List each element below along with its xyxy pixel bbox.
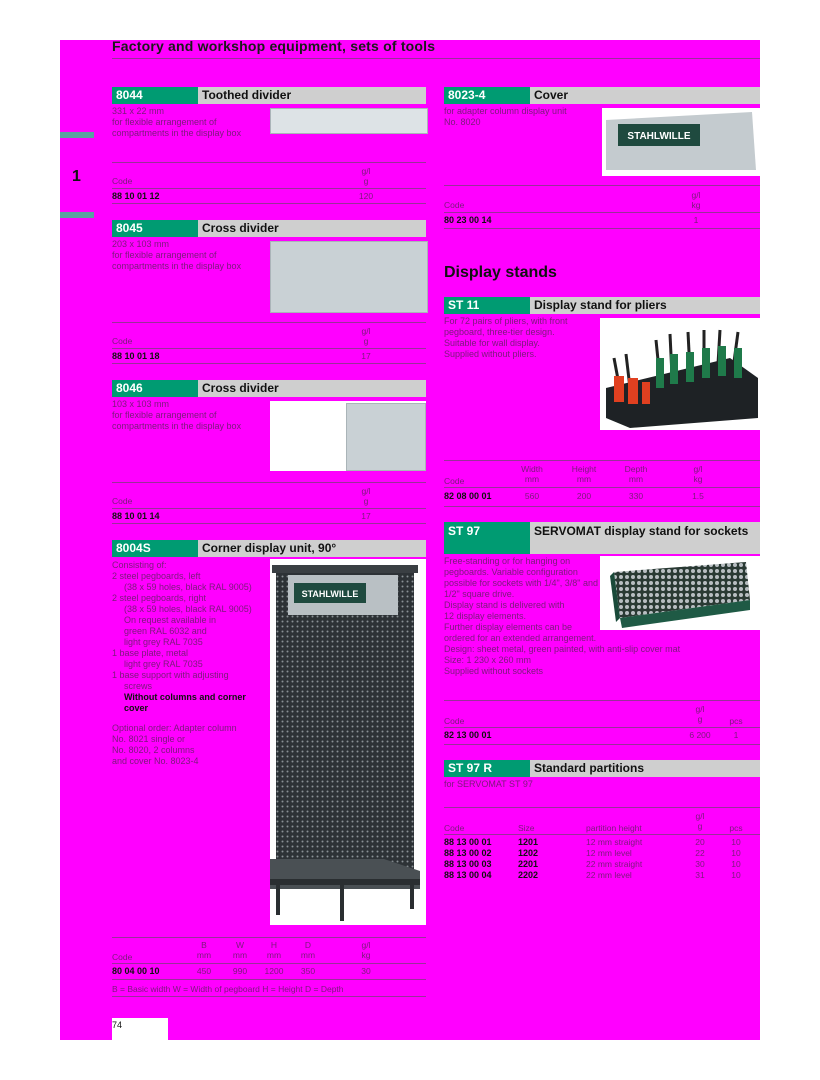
row-weight: 22: [695, 848, 705, 858]
spec-table-header: [112, 940, 426, 962]
spec-table-row: [112, 966, 426, 978]
col-weight-unit: g: [363, 176, 369, 186]
desc-line: ordered for an extended arrangement.: [444, 633, 597, 643]
col-unit: kg: [693, 474, 703, 484]
desc-line: No. 8020: [444, 117, 481, 127]
col-weight-unit: g: [363, 496, 369, 506]
row-b: 450: [196, 966, 212, 976]
col-weight: [356, 486, 376, 506]
servomat-stand-image: [600, 556, 760, 630]
product-header-8023-4: [444, 87, 760, 104]
table-rule: [112, 162, 426, 163]
row-width: 560: [524, 491, 540, 501]
toothed-divider-image: [270, 108, 428, 134]
desc-line: Further display elements can be: [444, 622, 573, 632]
col-label: g/l: [361, 940, 371, 950]
col-code: Code: [444, 476, 465, 486]
col-unit: mm: [524, 474, 540, 484]
table-rule: [112, 363, 426, 364]
row-size: 2202: [518, 870, 539, 880]
spec-table-header: [444, 464, 760, 486]
desc-line: 1 base support with adjusting: [112, 670, 229, 680]
desc-line: 103 x 103 mm: [112, 399, 170, 409]
desc-line: 1 base plate, metal: [112, 648, 189, 658]
desc-line: screws: [124, 681, 153, 691]
col-pcs: pcs: [729, 716, 743, 726]
row-partition-height: 12 mm straight: [586, 837, 643, 847]
product-code: 8045: [112, 220, 198, 237]
row-pcs: 10: [731, 837, 741, 847]
table-rule: [444, 228, 760, 229]
partitions-table-body: [444, 837, 760, 881]
table-rule: [444, 807, 760, 808]
product-description: [112, 560, 262, 767]
product-code: 8044: [112, 87, 198, 104]
col-code: Code: [112, 496, 133, 506]
row-code: 88 13 00 03: [444, 859, 492, 869]
pliers-stand-image: [600, 318, 760, 430]
col-code: Code: [444, 716, 465, 726]
header-rule: [112, 58, 760, 59]
cover-image: [602, 108, 760, 176]
col-partition-height: partition height: [586, 823, 642, 833]
product-code: ST 97: [444, 522, 530, 554]
col-weight: [354, 940, 378, 960]
product-code: ST 11: [444, 297, 530, 314]
row-code: 88 10 01 14: [112, 511, 160, 521]
side-tab-marker: [60, 212, 94, 218]
col-code: Code: [112, 336, 133, 346]
row-d: 350: [300, 966, 316, 976]
product-header-8004S: [112, 540, 426, 557]
col-label: Depth: [624, 464, 648, 474]
col-b: [192, 940, 216, 960]
table-rule: [444, 185, 760, 186]
footnote: B = Basic width W = Width of pegboard H = Height D = Depth: [112, 984, 344, 994]
desc-line: For 72 pairs of pliers, with front: [444, 316, 568, 326]
col-label: g/l: [695, 704, 705, 714]
page-title: Factory and workshop equipment, sets of tools: [112, 38, 436, 54]
row-code: 80 23 00 14: [444, 215, 492, 225]
row-weight: 31: [695, 870, 705, 880]
desc-bold-line: Without columns and corner: [124, 692, 246, 702]
row-height: 200: [576, 491, 592, 501]
product-name: Display stand for pliers: [530, 297, 760, 314]
cover-illustration: [602, 108, 760, 176]
row-pcs: 1: [733, 730, 739, 740]
col-unit: mm: [628, 474, 644, 484]
col-label: g/l: [693, 464, 703, 474]
table-rule: [444, 487, 760, 488]
table-rule: [444, 834, 760, 835]
table-rule: [112, 322, 426, 323]
col-code: Code: [112, 176, 133, 186]
col-code: Code: [112, 952, 133, 962]
desc-line: 2 steel pegboards, left: [112, 571, 201, 581]
desc-line: compartments in the display box: [112, 421, 242, 431]
logo-text: STAHLWILLE: [301, 589, 359, 599]
desc-line: 12 display elements.: [444, 611, 527, 621]
product-name: SERVOMAT display stand for sockets: [530, 522, 760, 554]
desc-line: 1/2" square drive.: [444, 589, 515, 599]
product-image-frame: [270, 401, 426, 471]
table-rule: [112, 203, 426, 204]
desc-line: green RAL 6032 and: [124, 626, 207, 636]
col-weight: [356, 326, 376, 346]
row-weight: 30: [361, 966, 371, 976]
row-pcs: 10: [731, 870, 741, 880]
table-rule: [112, 963, 426, 964]
table-row: [444, 859, 760, 870]
col-weight: [356, 166, 376, 186]
col-weight-label: g/l: [361, 166, 371, 176]
footer-page-box: [112, 1018, 168, 1040]
desc-line: and cover No. 8023-4: [112, 756, 199, 766]
desc-line: for flexible arrangement of: [112, 117, 217, 127]
spec-table-row: [444, 491, 760, 503]
spec-table-header: [444, 704, 760, 726]
desc-line: Design: sheet metal, green painted, with anti-slip cover mat: [444, 644, 681, 654]
desc-line: On request available in: [124, 615, 217, 625]
desc-line: pegboards. Variable configuration: [444, 567, 578, 577]
col-label: g/l: [695, 811, 705, 821]
col-code: Code: [444, 200, 465, 210]
row-code: 88 13 00 01: [444, 837, 492, 847]
col-size: Size: [518, 823, 535, 833]
col-unit: g: [697, 821, 703, 831]
table-rule: [444, 212, 760, 213]
col-label: H: [270, 940, 278, 950]
desc-line: 203 x 103 mm: [112, 239, 170, 249]
col-weight: [686, 464, 710, 484]
row-weight: 30: [695, 859, 705, 869]
desc-line: for adapter column display unit: [444, 106, 567, 116]
col-d: [296, 940, 320, 960]
row-code: 88 13 00 02: [444, 848, 492, 858]
col-height: [566, 464, 602, 484]
desc-line: Display stand is delivered with: [444, 600, 565, 610]
product-description: [444, 106, 567, 128]
product-code: 8023-4: [444, 87, 530, 104]
product-header-8045: [112, 220, 426, 237]
table-rule: [112, 508, 426, 509]
row-weight: 1.5: [692, 491, 704, 501]
row-size: 1202: [518, 848, 539, 858]
table-row: [444, 870, 760, 881]
table-row: [444, 848, 760, 859]
desc-line: possible for sockets with 1/4", 3/8" and: [444, 578, 598, 588]
col-weight-label: g/l: [691, 190, 701, 200]
desc-line: No. 8021 single or: [112, 734, 186, 744]
desc-line: 2 steel pegboards, right: [112, 593, 207, 603]
col-unit: mm: [300, 950, 316, 960]
catalog-page: [60, 40, 760, 1040]
product-description: [444, 316, 568, 360]
section-title-display-stands: Display stands: [444, 264, 557, 281]
desc-line: No. 8020, 2 columns: [112, 745, 195, 755]
desc-line: Supplied without sockets: [444, 666, 544, 676]
col-unit: mm: [196, 950, 212, 960]
desc-line: Size: 1 230 x 260 mm: [444, 655, 532, 665]
col-w: [228, 940, 252, 960]
col-h: [262, 940, 286, 960]
row-pcs: 10: [731, 859, 741, 869]
col-label: Height: [571, 464, 597, 474]
row-code: 88 13 00 04: [444, 870, 492, 880]
table-rule: [444, 700, 760, 701]
desc-line: pegboard, three-tier design.: [444, 327, 555, 337]
product-header-ST97: [444, 522, 760, 554]
product-header-ST97R: [444, 760, 760, 777]
product-name: Corner display unit, 90°: [198, 540, 426, 557]
corner-display-illustration: [270, 559, 426, 925]
col-weight: [688, 704, 712, 724]
table-rule: [444, 506, 760, 507]
col-weight: [688, 811, 712, 831]
product-name: Standard partitions: [530, 760, 760, 777]
table-rule: [112, 937, 426, 938]
row-weight: 120: [358, 191, 374, 201]
product-name: Cover: [530, 87, 760, 104]
row-weight: 20: [695, 837, 705, 847]
product-code: 8046: [112, 380, 198, 397]
col-label: W: [235, 940, 245, 950]
row-size: 1201: [518, 837, 539, 847]
product-header-8044: [112, 87, 426, 104]
chapter-number: 1: [72, 168, 81, 185]
product-description: [112, 106, 241, 139]
col-label: Width: [521, 464, 543, 474]
table-rule: [112, 523, 426, 524]
row-pcs: 10: [731, 848, 741, 858]
col-unit: mm: [266, 950, 282, 960]
row-partition-height: 12 mm level: [586, 848, 632, 858]
product-description: for SERVOMAT ST 97: [444, 779, 533, 789]
table-rule: [112, 482, 426, 483]
spec-table-header: [444, 811, 760, 833]
table-row: [444, 837, 760, 848]
desc-line: Suitable for wall display.: [444, 338, 540, 348]
col-label: D: [304, 940, 312, 950]
desc-line: light grey RAL 7035: [124, 659, 203, 669]
col-pcs: pcs: [729, 823, 743, 833]
row-code: 80 04 00 10: [112, 966, 160, 976]
desc-line: (38 x 59 holes, black RAL 9005): [124, 604, 252, 614]
table-rule: [112, 348, 426, 349]
col-weight: [686, 190, 706, 210]
row-weight: 17: [361, 511, 371, 521]
desc-line: Supplied without pliers.: [444, 349, 537, 359]
product-name: Cross divider: [198, 220, 426, 237]
col-unit: mm: [576, 474, 592, 484]
row-depth: 330: [628, 491, 644, 501]
desc-line: (38 x 59 holes, black RAL 9005): [124, 582, 252, 592]
row-h: 1200: [264, 966, 284, 976]
table-rule: [112, 188, 426, 189]
row-code: 88 10 01 12: [112, 191, 160, 201]
table-rule: [444, 727, 760, 728]
col-depth: [618, 464, 654, 484]
row-code: 82 08 00 01: [444, 491, 492, 501]
table-rule: [112, 996, 426, 997]
row-weight: 6 200: [689, 730, 711, 740]
desc-line: Optional order: Adapter column: [112, 723, 237, 733]
row-w: 990: [232, 966, 248, 976]
footer-page-number: 74: [112, 1020, 123, 1030]
side-tab-marker: [60, 132, 94, 138]
product-name: Cross divider: [198, 380, 426, 397]
desc-bold-line: cover: [124, 703, 149, 713]
col-weight-label: g/l: [361, 486, 371, 496]
desc-line: for flexible arrangement of: [112, 410, 217, 420]
row-size: 2201: [518, 859, 539, 869]
col-width: [514, 464, 550, 484]
cross-divider-small-image: [346, 403, 426, 471]
row-partition-height: 22 mm straight: [586, 859, 643, 869]
desc-line: 331 x 22 mm: [112, 106, 165, 116]
desc-line: Consisting of:: [112, 560, 167, 570]
product-name: Toothed divider: [198, 87, 426, 104]
col-unit: mm: [232, 950, 248, 960]
cross-divider-image: [270, 241, 428, 313]
product-code: ST 97 R: [444, 760, 530, 777]
corner-display-unit-image: [270, 559, 426, 925]
servomat-illustration: [600, 556, 760, 630]
desc-line: compartments in the display box: [112, 128, 242, 138]
product-header-8046: [112, 380, 426, 397]
col-label: B: [201, 940, 207, 950]
col-weight-unit: g: [363, 336, 369, 346]
desc-line: Free-standing or for hanging on: [444, 556, 571, 566]
desc-line: compartments in the display box: [112, 261, 242, 271]
col-weight-label: g/l: [361, 326, 371, 336]
table-rule: [444, 460, 760, 461]
desc-line: for flexible arrangement of: [112, 250, 217, 260]
product-header-ST11: [444, 297, 760, 314]
col-code: Code: [444, 823, 465, 833]
product-code: 8004S: [112, 540, 198, 557]
row-weight: 1: [693, 215, 699, 225]
row-weight: 17: [361, 351, 371, 361]
table-rule: [444, 744, 760, 745]
product-description: [112, 399, 241, 432]
desc-line: light grey RAL 7035: [124, 637, 203, 647]
col-unit: kg: [361, 950, 371, 960]
row-partition-height: 22 mm level: [586, 870, 632, 880]
col-unit: g: [697, 714, 703, 724]
row-code: 82 13 00 01: [444, 730, 492, 740]
spec-table-row: [444, 730, 760, 742]
col-weight-unit: kg: [691, 200, 701, 210]
product-description: [112, 239, 241, 272]
row-code: 88 10 01 18: [112, 351, 160, 361]
pliers-stand-illustration: [600, 318, 760, 430]
cover-logo: STAHLWILLE: [627, 131, 691, 142]
table-rule: [112, 979, 426, 980]
